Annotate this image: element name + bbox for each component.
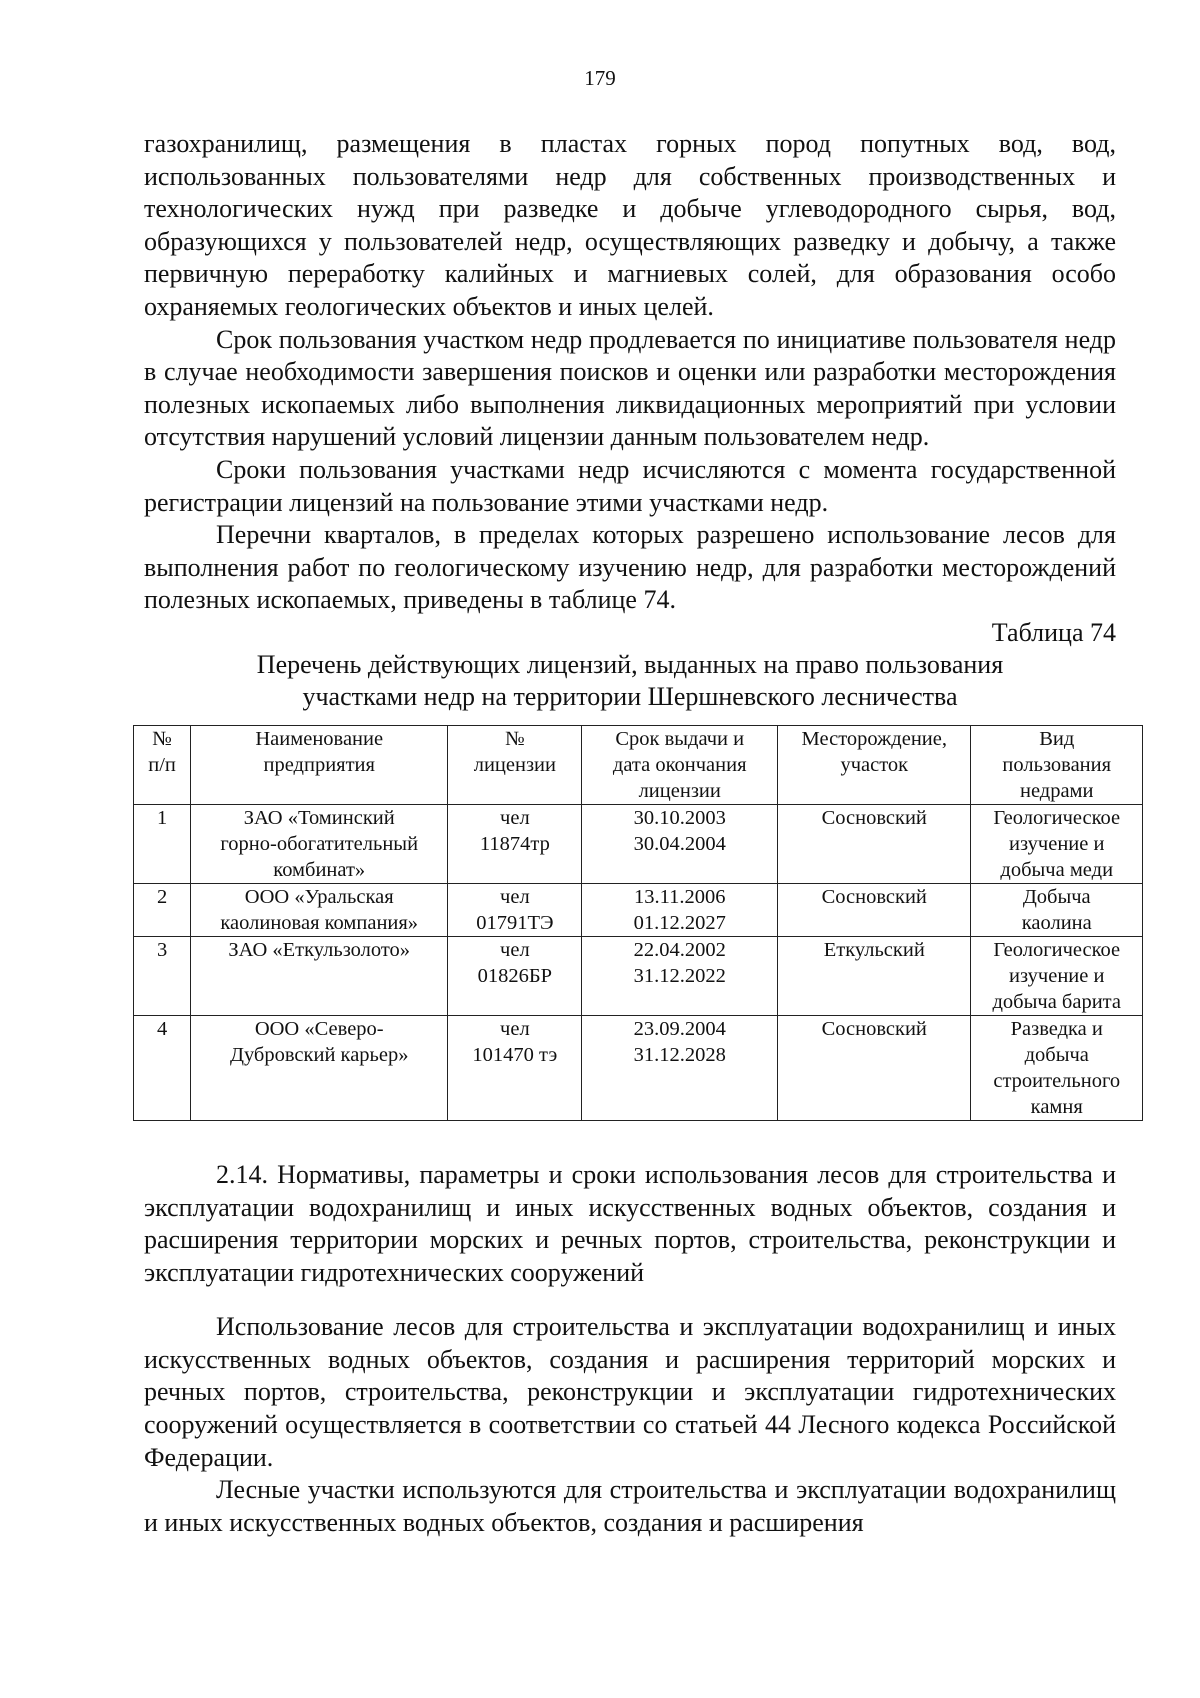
cell-line: каолиновая компания» [220,911,419,934]
cell-line: ООО «Уральская [244,885,394,908]
cell-line: 01791ТЭ [476,911,554,934]
cell-line: комбинат» [273,858,366,881]
cell-dates [582,804,778,883]
table-row [134,1015,1143,1120]
cell-line: чел [500,938,530,961]
header-dates [582,725,778,804]
header-usage [971,725,1143,804]
cell-line: Разведка и [1010,1017,1103,1040]
paragraph-forest-plots: Лесные участки используются для строительства и эксплуатации водохранилищ и иных искусственных водных объектов, создания и расширения [144,1475,1116,1537]
cell-line: п/п [148,753,176,776]
cell-license [448,936,582,1015]
cell-line: Срок выдачи и [615,727,745,750]
cell-company [191,1015,448,1120]
cell-license [448,883,582,936]
cell-line: Геологическое [993,938,1121,961]
table-label: Таблица 74 [991,617,1116,647]
cell-number: 3 [134,936,191,1015]
cell-line: 23.09.2004 [633,1017,726,1040]
cell-line: лицензии [473,753,556,776]
cell-line: 01.12.2027 [633,911,726,934]
table-header-row [134,725,1143,804]
cell-usage [971,804,1143,883]
cell-line: 30.04.2004 [633,832,726,855]
header-deposit [778,725,971,804]
cell-line: 22.04.2002 [633,938,726,961]
cell-number: 1 [134,804,191,883]
section-body [144,1311,1116,1539]
cell-line: участок [840,753,909,776]
cell-line: Дубровский карьер» [229,1043,409,1066]
cell-line: лицензии [638,779,721,802]
cell-line: № [505,727,525,750]
cell-line: изучение и [1009,964,1105,987]
cell-line: строительного [993,1069,1121,1092]
table-title-line: Перечень действующих лицензий, выданных на право пользования [256,649,1004,679]
table-row [134,883,1143,936]
cell-line: ЗАО «Томинский [243,806,395,829]
cell-line: Наименование [255,727,384,750]
cell-line: Геологическое [993,806,1121,829]
paragraph-forest-use: Использование лесов для строительства и эксплуатации водохранилищ и иных искусственных водных объектов, создания и расширения территорий морских и речных портов, строительства, реконструкции и эксплуатации гидротехнических сооружений осуществляется в соответствии со статьей 44 Лесного кодекса Российской Федерации. [144,1312,1116,1472]
cell-dates [582,1015,778,1120]
cell-deposit: Сосновский [778,883,971,936]
cell-deposit: Сосновский [778,1015,971,1120]
header-number [134,725,191,804]
page-content [144,128,1121,1539]
table-title-line: участками недр на территории Шершневского лесничества [302,681,958,711]
cell-line: Добыча [1022,885,1091,908]
cell-line: Месторождение, [801,727,947,750]
cell-line: 01826БР [477,964,553,987]
cell-line: добыча [1024,1043,1089,1066]
cell-line: недрами [1019,779,1094,802]
cell-line: 13.11.2006 [633,885,726,908]
cell-company [191,804,448,883]
paragraph-term-calculation: Сроки пользования участками недр исчисляются с момента государственной регистрации лицензий на пользование этими участками недр. [144,454,1116,517]
cell-line: чел [500,885,530,908]
paragraph-quarter-lists: Перечни кварталов, в пределах которых разрешено использование лесов для выполнения работ по геологическому изучению недр, для разработки месторождений полезных ископаемых, приведены в таблице 74. [144,520,1116,615]
cell-line: чел [500,1017,530,1040]
cell-line: 31.12.2028 [633,1043,726,1066]
table-row [134,804,1143,883]
cell-line: 30.10.2003 [633,806,726,829]
cell-line: 101470 тэ [472,1043,558,1066]
cell-usage [971,936,1143,1015]
paragraph-term-extension: Срок пользования участком недр продлевается по инициативе пользователя недр в случае необходимости завершения поисков и оценки или разработки месторождения полезных ископаемых либо выполнения ликвидационных мероприятий при условии отсутствия нарушений условий лицензии данным пользователем недр. [144,324,1116,452]
header-license [448,725,582,804]
cell-dates [582,936,778,1015]
cell-line: Вид [1039,727,1075,750]
cell-license [448,804,582,883]
cell-line: предприятия [263,753,375,776]
cell-deposit: Еткульский [778,936,971,1015]
cell-line: 31.12.2022 [633,964,726,987]
cell-line: 11874тр [479,832,550,855]
cell-line: горно-обогатительный [220,832,419,855]
cell-line: добыча меди [1000,858,1114,881]
cell-line: каолина [1021,911,1092,934]
cell-line: ЗАО «Еткульзолото» [228,938,411,961]
cell-usage [971,1015,1143,1120]
cell-number: 2 [134,883,191,936]
cell-line: добыча барита [992,990,1121,1013]
cell-company [191,936,448,1015]
table-row [134,936,1143,1015]
cell-number: 4 [134,1015,191,1120]
cell-line: пользования [1002,753,1112,776]
cell-line: камня [1030,1095,1083,1118]
cell-line: дата окончания [612,753,747,776]
licenses-table [133,725,1143,1121]
cell-company [191,883,448,936]
paragraph-continuation: газохранилищ, размещения в пластах горных пород попутных вод, вод, использованных пользователями недр для собственных производственных и технологических нужд при разведке и добыче углеводородного сырья, вод, образующихся у пользователей недр, осуществляющих разведку и добычу, а также первичную переработку калийных и магниевых солей, для образования особо охраняемых геологических объектов и иных целей. [144,129,1116,321]
cell-usage [971,883,1143,936]
cell-dates [582,883,778,936]
cell-line: № [152,727,172,750]
page-number: 179 [584,66,616,90]
section-heading: 2.14. Нормативы, параметры и сроки использования лесов для строительства и эксплуатации водохранилищ и иных искусственных водных объектов, создания и расширения территории морских и речных портов, строительства, реконструкции и эксплуатации гидротехнических сооружений [144,1159,1116,1287]
cell-deposit: Сосновский [778,804,971,883]
cell-line: чел [500,806,530,829]
cell-line: ООО «Северо- [254,1017,384,1040]
header-company [191,725,448,804]
cell-license [448,1015,582,1120]
table-title [144,649,1116,713]
cell-line: изучение и [1009,832,1105,855]
